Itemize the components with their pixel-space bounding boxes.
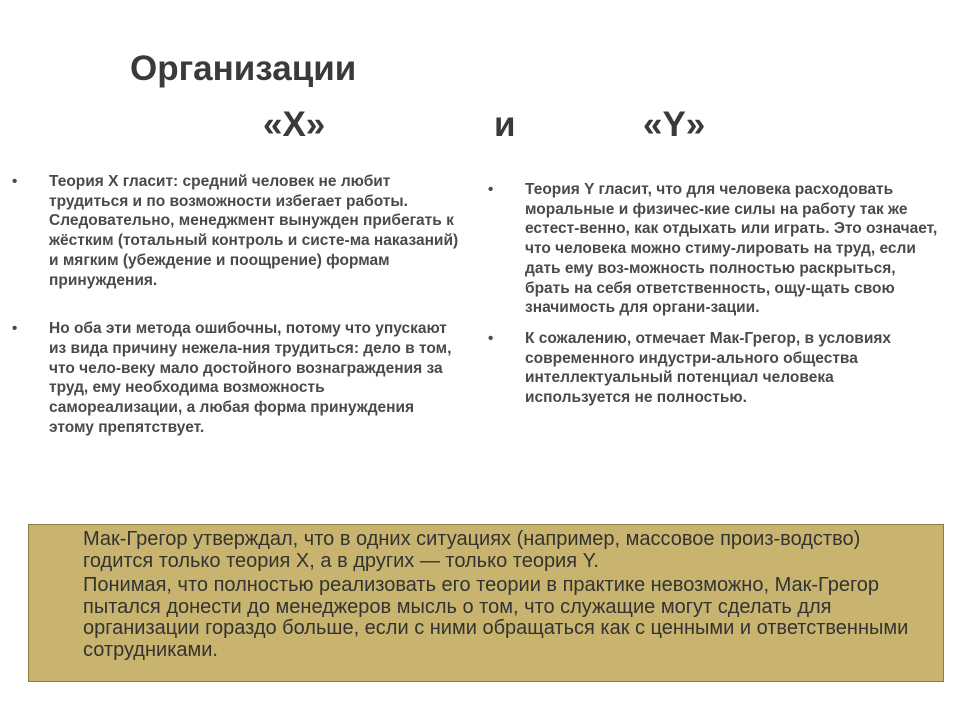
theory-x-column <box>12 172 462 437</box>
bullet-icon: • <box>12 173 18 190</box>
summary-paragraph: Понимая, что полностью реализовать его теории в практике невозможно, Мак-Грегор пытался донести до менеджеров мысль о том, что служащие могут сделать для организации гораздо больше, если с ними обращаться как с ценными и ответственными сотрудниками. <box>83 574 909 661</box>
title-theory-y: «Y» <box>643 105 706 144</box>
list-item-text: К сожалению, отмечает Мак-Грегор, в условиях современного индустри-ального общества интеллектуальный потенциал человека используется не полностью. <box>525 329 892 407</box>
list-item-text: Но оба эти метода ошибочны, потому что упускают из вида причину нежела-ния трудиться: дело в том, что чело-веку мало достойного вознаграждения за труд, ему необходима возможность самореализации, а любая форма принуждения этому препятствует. <box>49 320 452 436</box>
bullet-icon: • <box>12 320 18 338</box>
title-conjunction: и <box>494 105 516 144</box>
list-item <box>12 319 462 437</box>
summary-box <box>28 524 944 682</box>
slide-title: Организации <box>130 49 357 88</box>
list-item-text: Теория X гласит: средний человек не любит трудиться и по возможности избегает работы. Следовательно, менеджмент вынужден прибегать к жёстким (тотальный контроль и систе-ма наказаний) и мягким (убеждение и поощрение) формам принуждения. <box>49 173 459 289</box>
bullet-icon: • <box>488 329 494 347</box>
theory-y-column <box>488 180 938 408</box>
bullet-icon: • <box>488 181 494 198</box>
list-item-text: Теория Y гласит, что для человека расходовать моральные и физичес-кие силы на работу так же естест-венно, как отдыхать или играть. Это означает, что человека можно стиму-лировать на труд, если дать ему воз-можность полностью раскрыться, брать на себя ответственность, ощу-щать свою значимость для органи-зации. <box>525 181 938 317</box>
title-theory-x: «X» <box>263 105 326 144</box>
list-item <box>12 172 462 290</box>
summary-paragraph: Мак-Грегор утверждал, что в одних ситуациях (например, массовое произ-водство) годится только теория X, а в других — только теория Y. <box>83 528 861 572</box>
list-item <box>488 180 938 318</box>
list-item <box>488 329 938 408</box>
